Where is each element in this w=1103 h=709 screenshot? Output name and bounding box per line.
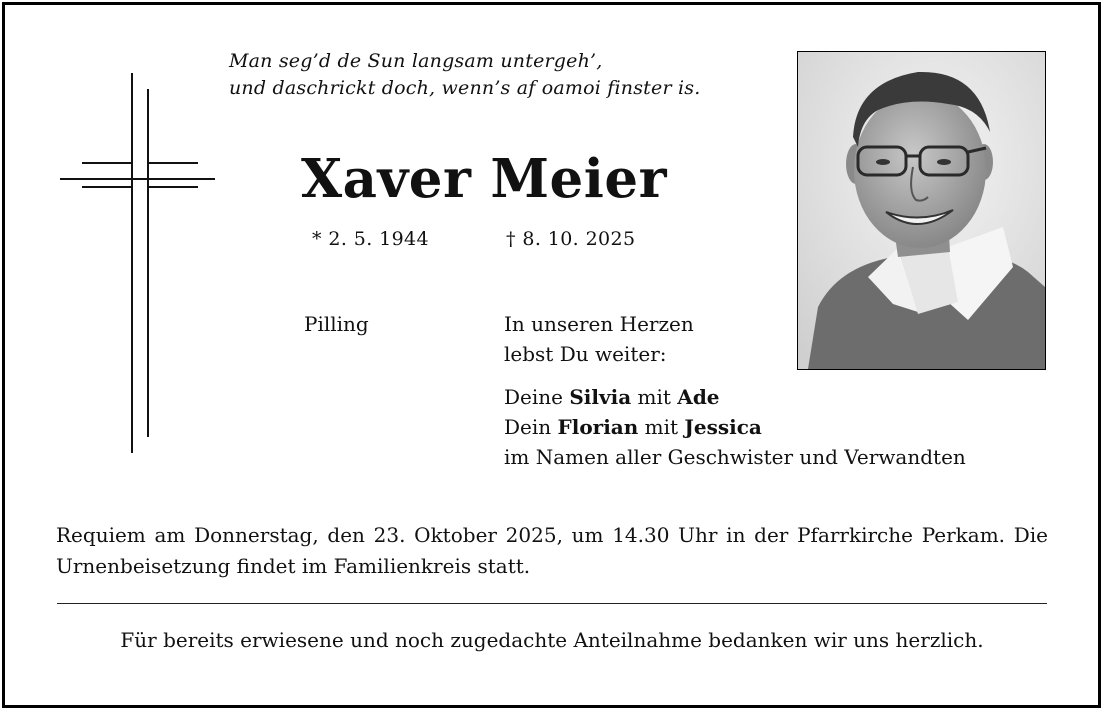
relatives-line: im Namen aller Geschwister und Verwandten [504, 445, 966, 469]
thanks-text: Für bereits erwiesene und noch zugedachte Anteilnahme bedanken wir uns herzlich. [120, 628, 984, 652]
quote [229, 48, 700, 102]
place: Pilling [304, 312, 369, 336]
quote-line-1: Man seg’d de Sun langsam untergeh’, [229, 50, 603, 72]
requiem-text: Requiem am Donnerstag, den 23. Oktober 2025, um 14.30 Uhr in der Pfarrkirche Perkam. Die Urnenbeisetzung findet im Familienkreis statt. [56, 523, 1048, 578]
mourner-line-1: Deine Silvia mit Ade [504, 385, 720, 409]
mourner-line-2: Dein Florian mit Jessica [504, 415, 762, 439]
memory-line-1: In unseren Herzen [504, 312, 694, 336]
mourners [504, 382, 966, 472]
memory-text [504, 309, 694, 369]
deceased-name: Xaver Meier [301, 148, 668, 210]
portrait-photo [797, 51, 1046, 370]
birth-date: * 2. 5. 1944 [312, 228, 430, 250]
memory-line-2: lebst Du weiter: [504, 342, 667, 366]
divider [57, 603, 1047, 604]
quote-line-2: und daschrickt doch, wenn’s af oamoi finster is. [229, 77, 701, 99]
death-date: † 8. 10. 2025 [506, 228, 636, 250]
obituary-notice [2, 2, 1101, 708]
